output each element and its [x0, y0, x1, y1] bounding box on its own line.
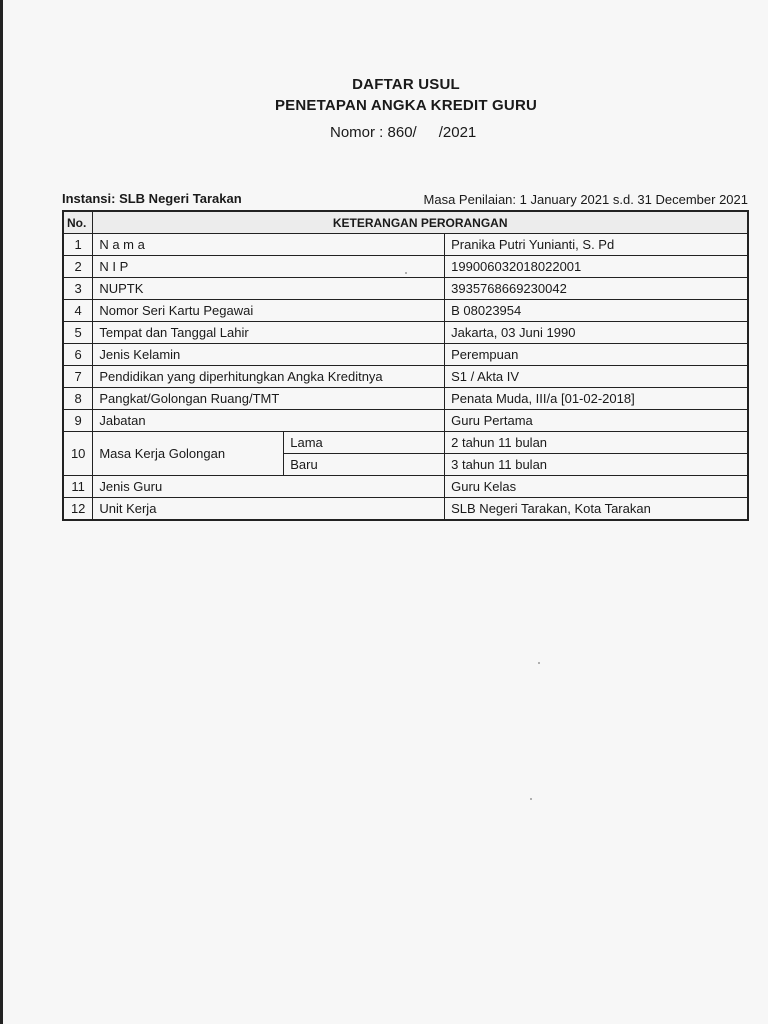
row-label: Tempat dan Tanggal Lahir [93, 322, 445, 344]
instansi-label: Instansi: SLB Negeri Tarakan [62, 191, 242, 206]
masa-penilaian-label: Masa Penilaian: 1 January 2021 s.d. 31 December 2021 [423, 192, 748, 207]
document-number [330, 124, 476, 141]
row-label: NUPTK [93, 278, 445, 300]
column-header-keterangan: KETERANGAN PERORANGAN [93, 211, 748, 234]
table-row [63, 388, 748, 410]
row-number: 3 [63, 278, 93, 300]
row-value-baru: 3 tahun 11 bulan [445, 454, 748, 476]
keterangan-table [62, 210, 749, 521]
row-value: Jakarta, 03 Juni 1990 [445, 322, 748, 344]
table-row [63, 410, 748, 432]
row-label: Jabatan [93, 410, 445, 432]
row-value: Perempuan [445, 344, 748, 366]
table-row [63, 322, 748, 344]
column-header-no: No. [63, 211, 93, 234]
row-label: Pangkat/Golongan Ruang/TMT [93, 388, 445, 410]
table-row [63, 278, 748, 300]
sub-label-baru: Baru [284, 454, 445, 476]
table-row [63, 476, 748, 498]
table-row [63, 256, 748, 278]
row-value: 3935768669230042 [445, 278, 748, 300]
row-value: SLB Negeri Tarakan, Kota Tarakan [445, 498, 748, 521]
row-value: Penata Muda, III/a [01-02-2018] [445, 388, 748, 410]
row-label: N I P [93, 256, 445, 278]
table-row [63, 498, 748, 521]
row-label: Pendidikan yang diperhitungkan Angka Kreditnya [93, 366, 445, 388]
row-value: 199006032018022001 [445, 256, 748, 278]
row-value: Pranika Putri Yunianti, S. Pd [445, 234, 748, 256]
nomor-prefix: Nomor : 860/ [330, 124, 417, 141]
row-label: Jenis Kelamin [93, 344, 445, 366]
row-number: 5 [63, 322, 93, 344]
document-subtitle: PENETAPAN ANGKA KREDIT GURU [274, 97, 538, 114]
row-number: 10 [63, 432, 93, 476]
row-label: Jenis Guru [93, 476, 445, 498]
row-number: 7 [63, 366, 93, 388]
sub-label-lama: Lama [284, 432, 445, 454]
document-title: DAFTAR USUL [352, 76, 460, 93]
row-value-lama: 2 tahun 11 bulan [445, 432, 748, 454]
row-number: 1 [63, 234, 93, 256]
row-label: N a m a [93, 234, 445, 256]
row-label: Unit Kerja [93, 498, 445, 521]
scan-speck [538, 662, 540, 664]
row-number: 2 [63, 256, 93, 278]
table-row-masa-kerja-lama [63, 432, 748, 454]
row-number: 4 [63, 300, 93, 322]
scan-edge [0, 0, 3, 1024]
row-number: 9 [63, 410, 93, 432]
row-label: Masa Kerja Golongan [93, 432, 284, 476]
row-value: S1 / Akta IV [445, 366, 748, 388]
row-value: Guru Pertama [445, 410, 748, 432]
row-label: Nomor Seri Kartu Pegawai [93, 300, 445, 322]
nomor-suffix: /2021 [438, 124, 477, 141]
scan-speck [405, 272, 407, 274]
scan-speck [530, 798, 532, 800]
row-value: B 08023954 [445, 300, 748, 322]
table-row [63, 366, 748, 388]
table-row [63, 344, 748, 366]
row-number: 12 [63, 498, 93, 521]
row-value: Guru Kelas [445, 476, 748, 498]
table-row [63, 300, 748, 322]
row-number: 6 [63, 344, 93, 366]
row-number: 11 [63, 476, 93, 498]
row-number: 8 [63, 388, 93, 410]
table-header-row [63, 211, 748, 234]
table-row [63, 234, 748, 256]
